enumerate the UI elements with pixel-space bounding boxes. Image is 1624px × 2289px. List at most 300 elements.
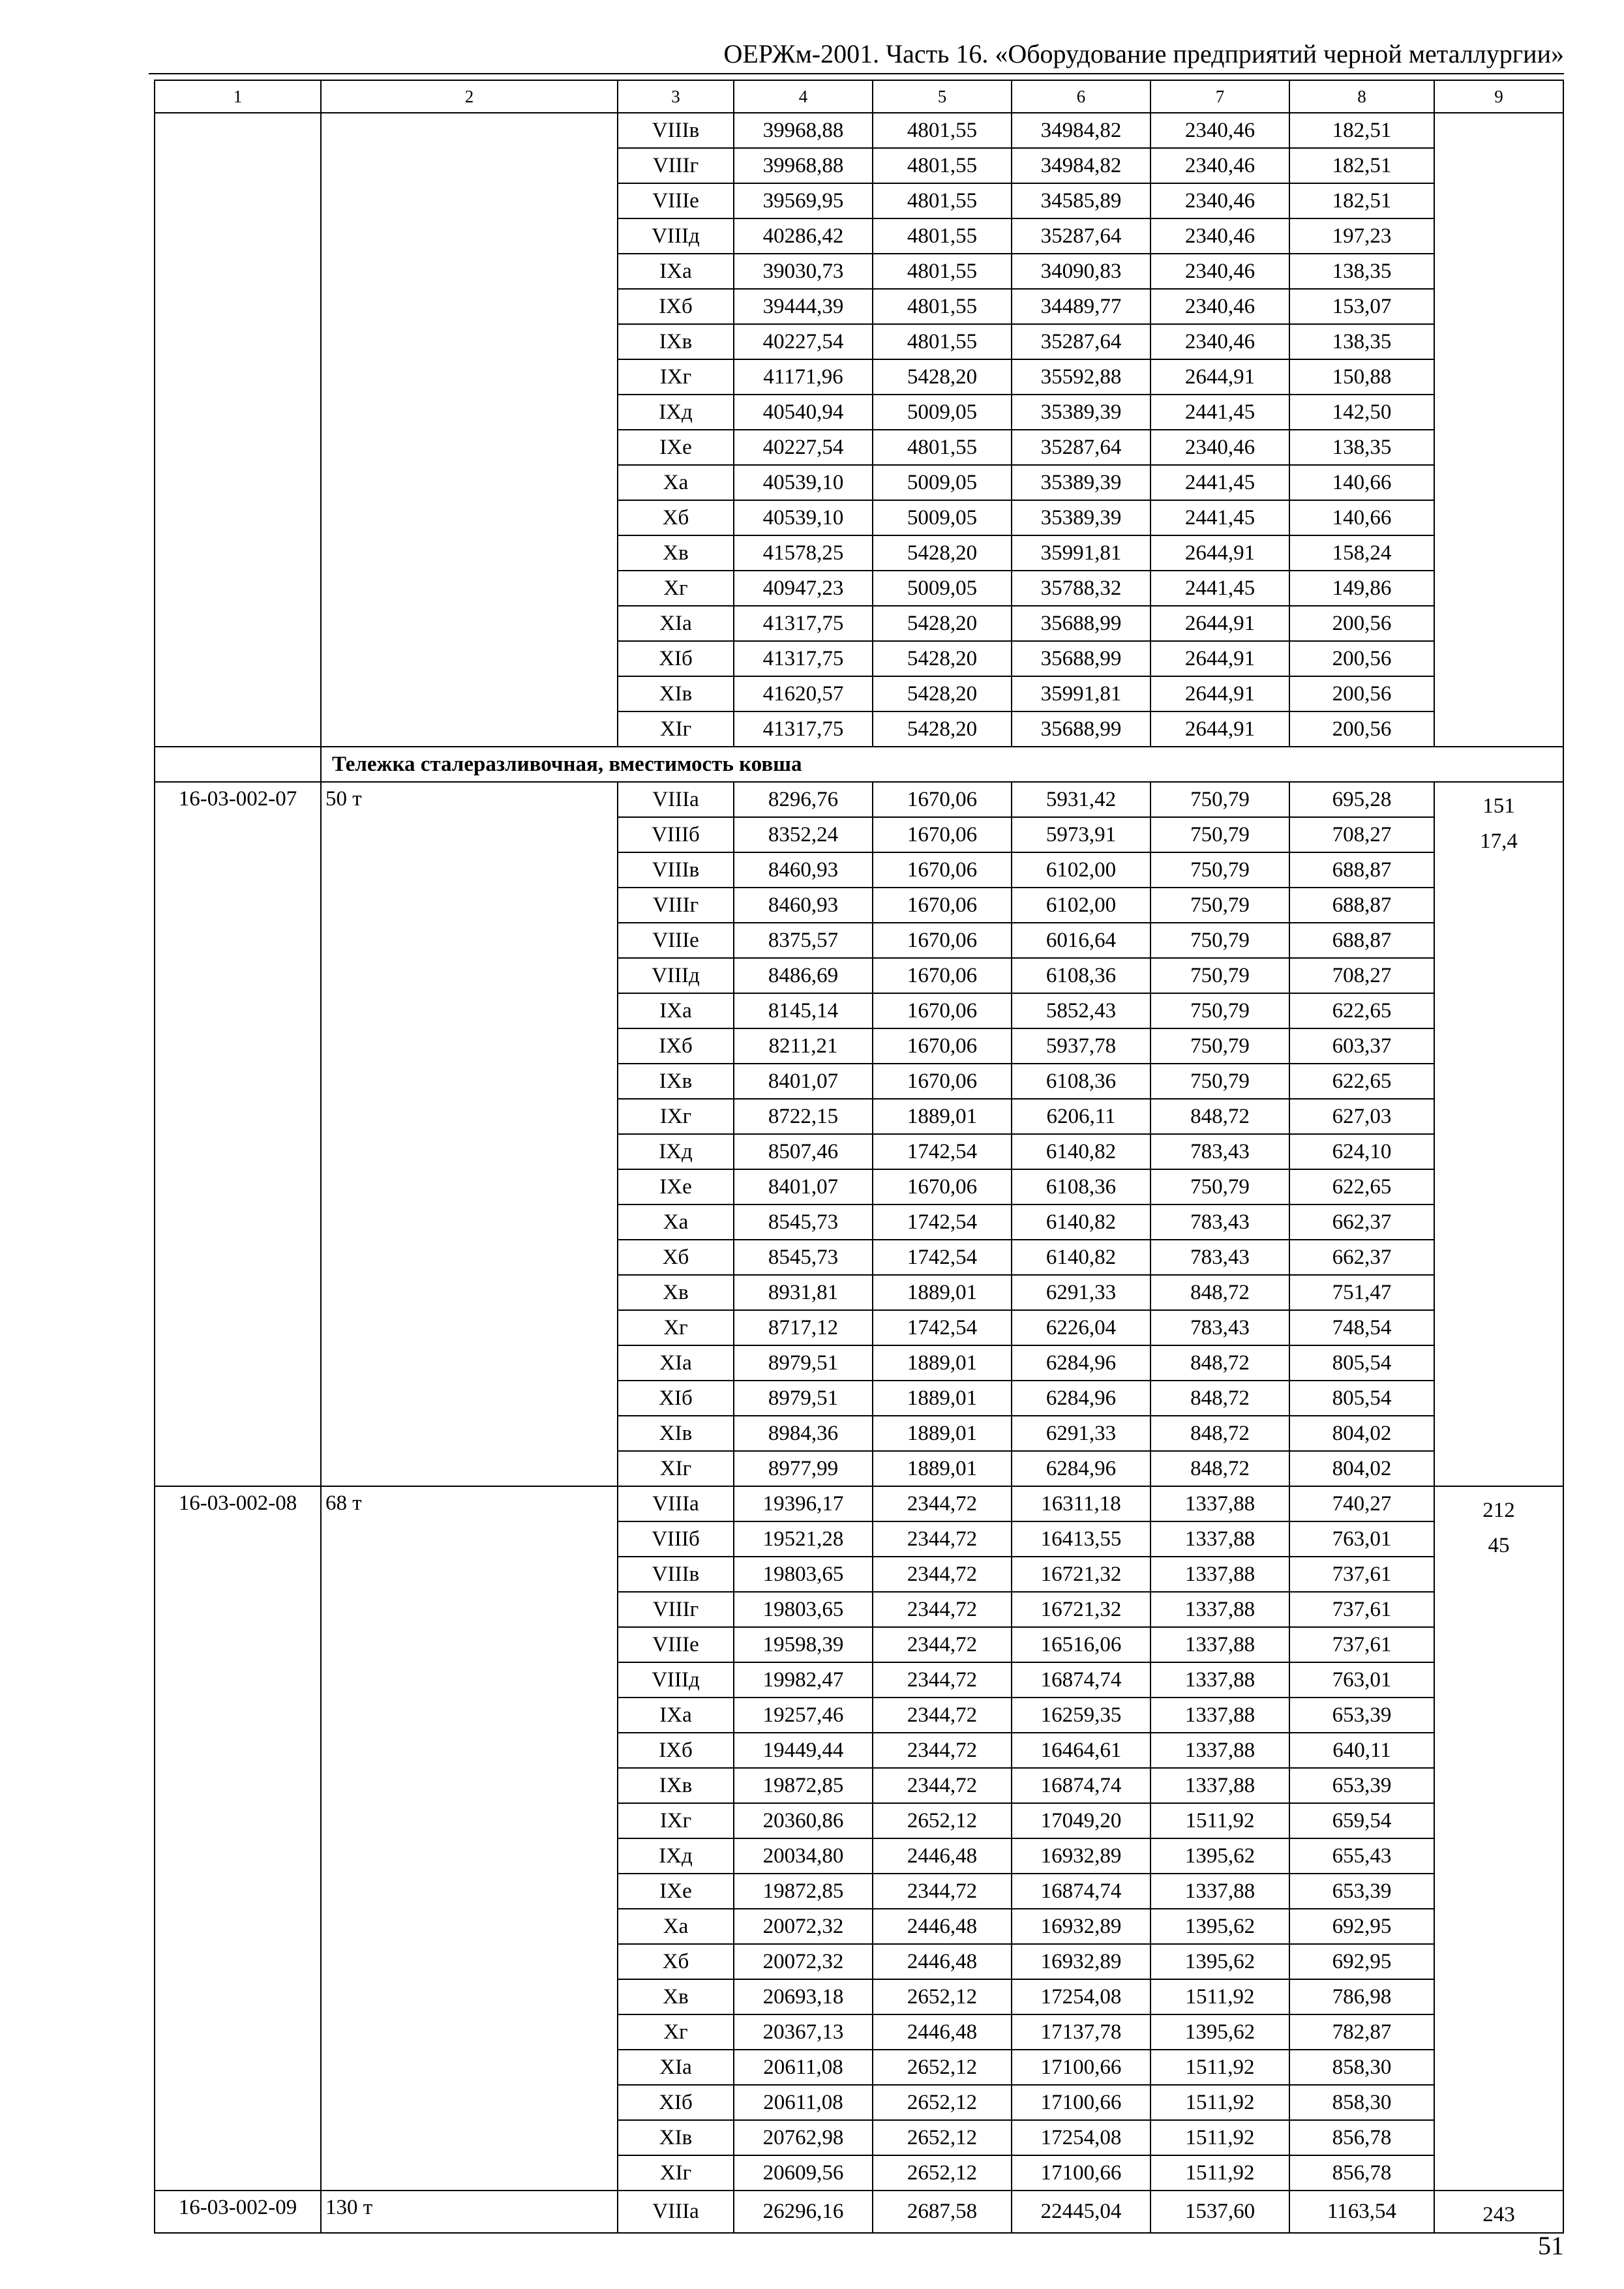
- data-cell: IXв: [618, 324, 734, 359]
- column-header: 8: [1289, 80, 1434, 113]
- data-cell: 1511,92: [1150, 2120, 1289, 2155]
- data-cell: 16874,74: [1012, 1874, 1150, 1909]
- data-cell: 6284,96: [1012, 1381, 1150, 1416]
- data-cell: 20360,86: [734, 1803, 873, 1838]
- data-cell: 19521,28: [734, 1521, 873, 1557]
- data-cell: 16874,74: [1012, 1768, 1150, 1803]
- data-cell: 1670,06: [873, 923, 1012, 958]
- data-cell: 140,66: [1289, 465, 1434, 500]
- data-cell: 1670,06: [873, 1169, 1012, 1204]
- table-row: [155, 1486, 1563, 1521]
- data-cell: 19872,85: [734, 1874, 873, 1909]
- data-cell: Xа: [618, 1204, 734, 1240]
- data-cell: 2446,48: [873, 1944, 1012, 1979]
- data-cell: 695,28: [1289, 782, 1434, 817]
- data-cell: 2652,12: [873, 1979, 1012, 2014]
- data-cell: 34489,77: [1012, 289, 1150, 324]
- data-cell: 8375,57: [734, 923, 873, 958]
- data-cell: 8931,81: [734, 1275, 873, 1310]
- data-cell: 6284,96: [1012, 1345, 1150, 1381]
- data-cell: XIа: [618, 606, 734, 641]
- data-cell: 19872,85: [734, 1768, 873, 1803]
- data-cell: 2644,91: [1150, 641, 1289, 676]
- data-cell: 783,43: [1150, 1204, 1289, 1240]
- data-cell: 2687,58: [873, 2191, 1012, 2233]
- data-cell: 692,95: [1289, 1944, 1434, 1979]
- data-cell: 35389,39: [1012, 395, 1150, 430]
- data-cell: 1337,88: [1150, 1521, 1289, 1557]
- data-cell: VIIIд: [618, 218, 734, 254]
- data-cell: 35389,39: [1012, 465, 1150, 500]
- data-cell: XIб: [618, 641, 734, 676]
- data-cell: 848,72: [1150, 1451, 1289, 1486]
- data-cell: 5428,20: [873, 359, 1012, 395]
- data-cell: 8211,21: [734, 1028, 873, 1064]
- data-cell: 1670,06: [873, 782, 1012, 817]
- data-cell: 2344,72: [873, 1627, 1012, 1662]
- data-cell: 2652,12: [873, 2085, 1012, 2120]
- data-cell: 41171,96: [734, 359, 873, 395]
- data-cell: 8460,93: [734, 852, 873, 888]
- data-cell: 39030,73: [734, 254, 873, 289]
- column-header: 4: [734, 80, 873, 113]
- data-cell: 8979,51: [734, 1345, 873, 1381]
- data-cell: 2652,12: [873, 2155, 1012, 2191]
- data-cell: 8352,24: [734, 817, 873, 852]
- data-cell: 6206,11: [1012, 1099, 1150, 1134]
- data-cell: 8545,73: [734, 1240, 873, 1275]
- data-cell: 783,43: [1150, 1310, 1289, 1345]
- data-cell: 624,10: [1289, 1134, 1434, 1169]
- data-cell: 6226,04: [1012, 1310, 1150, 1345]
- data-cell: 16413,55: [1012, 1521, 1150, 1557]
- data-cell: VIIIа: [618, 1486, 734, 1521]
- data-cell: 688,87: [1289, 923, 1434, 958]
- data-cell: 4801,55: [873, 324, 1012, 359]
- column-header: 1: [155, 80, 321, 113]
- data-cell: 4801,55: [873, 430, 1012, 465]
- data-cell: 750,79: [1150, 1028, 1289, 1064]
- data-cell: 2644,91: [1150, 535, 1289, 571]
- data-cell: 16259,35: [1012, 1698, 1150, 1733]
- data-cell: 2441,45: [1150, 465, 1289, 500]
- resource-name: 130 т: [321, 2191, 618, 2233]
- column-header-row: [155, 80, 1563, 113]
- data-cell: 1511,92: [1150, 2155, 1289, 2191]
- data-cell: 17254,08: [1012, 1979, 1150, 2014]
- data-cell: 35991,81: [1012, 676, 1150, 711]
- data-cell: 848,72: [1150, 1416, 1289, 1451]
- data-cell: 2652,12: [873, 1803, 1012, 1838]
- data-cell: VIIIв: [618, 1557, 734, 1592]
- data-cell: 688,87: [1289, 852, 1434, 888]
- data-cell: 783,43: [1150, 1240, 1289, 1275]
- data-cell: 35592,88: [1012, 359, 1150, 395]
- data-cell: 6140,82: [1012, 1240, 1150, 1275]
- col9-value: 243: [1482, 2203, 1515, 2226]
- data-cell: 2344,72: [873, 1521, 1012, 1557]
- data-cell: XIа: [618, 1345, 734, 1381]
- data-cell: IXг: [618, 1099, 734, 1134]
- data-cell: XIб: [618, 2085, 734, 2120]
- data-cell: 20611,08: [734, 2050, 873, 2085]
- data-cell: 763,01: [1289, 1521, 1434, 1557]
- data-cell: 19982,47: [734, 1662, 873, 1698]
- data-cell: 39444,39: [734, 289, 873, 324]
- data-cell: IXа: [618, 254, 734, 289]
- document-header-title: ОЕРЖм-2001. Часть 16. «Оборудование предприятий черной металлургии»: [723, 39, 1564, 68]
- data-cell: VIIIд: [618, 958, 734, 993]
- data-cell: VIIIг: [618, 888, 734, 923]
- data-cell: 1337,88: [1150, 1592, 1289, 1627]
- data-cell: 2441,45: [1150, 571, 1289, 606]
- data-cell: 2344,72: [873, 1592, 1012, 1627]
- data-cell: 1670,06: [873, 852, 1012, 888]
- data-cell: 8296,76: [734, 782, 873, 817]
- data-cell: 4801,55: [873, 148, 1012, 183]
- data-cell: 5852,43: [1012, 993, 1150, 1028]
- data-cell: 708,27: [1289, 958, 1434, 993]
- data-cell: 1670,06: [873, 1064, 1012, 1099]
- data-cell: 40286,42: [734, 218, 873, 254]
- data-cell: 35991,81: [1012, 535, 1150, 571]
- data-cell: VIIIд: [618, 1662, 734, 1698]
- data-cell: 737,61: [1289, 1592, 1434, 1627]
- data-cell: 2344,72: [873, 1874, 1012, 1909]
- data-cell: IXе: [618, 430, 734, 465]
- data-cell: 5009,05: [873, 500, 1012, 535]
- data-cell: 750,79: [1150, 1169, 1289, 1204]
- data-cell: IXв: [618, 1768, 734, 1803]
- data-cell: 848,72: [1150, 1345, 1289, 1381]
- data-cell: 6108,36: [1012, 958, 1150, 993]
- data-cell: 2644,91: [1150, 711, 1289, 747]
- data-cell: 4801,55: [873, 113, 1012, 148]
- data-cell: 39968,88: [734, 113, 873, 148]
- data-cell: 16721,32: [1012, 1557, 1150, 1592]
- data-cell: 782,87: [1289, 2014, 1434, 2050]
- data-cell: 6140,82: [1012, 1204, 1150, 1240]
- col9-value: 212: [1482, 1499, 1515, 1522]
- data-cell: XIг: [618, 711, 734, 747]
- data-cell: 6102,00: [1012, 852, 1150, 888]
- data-cell: 2644,91: [1150, 359, 1289, 395]
- data-cell: 20034,80: [734, 1838, 873, 1874]
- data-cell: 200,56: [1289, 711, 1434, 747]
- resource-name: 50 т: [321, 782, 618, 1486]
- data-cell: 1670,06: [873, 817, 1012, 852]
- data-cell: 1670,06: [873, 888, 1012, 923]
- data-cell: Xб: [618, 1240, 734, 1275]
- data-cell: XIг: [618, 1451, 734, 1486]
- data-cell: 19598,39: [734, 1627, 873, 1662]
- column-header: 6: [1012, 80, 1150, 113]
- data-cell: 22445,04: [1012, 2191, 1150, 2233]
- data-cell: 688,87: [1289, 888, 1434, 923]
- data-cell: 8984,36: [734, 1416, 873, 1451]
- header-rule: [149, 73, 1564, 74]
- data-cell: 1889,01: [873, 1416, 1012, 1451]
- data-cell: IXв: [618, 1064, 734, 1099]
- data-cell: VIIIе: [618, 183, 734, 218]
- section-row: [155, 747, 1563, 782]
- data-cell: 34585,89: [1012, 183, 1150, 218]
- data-cell: 19803,65: [734, 1592, 873, 1627]
- column-header: 7: [1150, 80, 1289, 113]
- data-cell: 35287,64: [1012, 430, 1150, 465]
- resource-code: 16-03-002-07: [155, 782, 321, 1486]
- data-cell: 1337,88: [1150, 1627, 1289, 1662]
- table-row: [155, 2191, 1563, 2233]
- data-cell: 200,56: [1289, 641, 1434, 676]
- table-row: [155, 782, 1563, 817]
- data-cell: 848,72: [1150, 1099, 1289, 1134]
- column-header: 3: [618, 80, 734, 113]
- data-cell: 19257,46: [734, 1698, 873, 1733]
- col9-cell-empty: [1434, 113, 1563, 747]
- data-cell: 655,43: [1289, 1838, 1434, 1874]
- data-cell: 2644,91: [1150, 606, 1289, 641]
- data-cell: 16874,74: [1012, 1662, 1150, 1698]
- data-cell: 20609,56: [734, 2155, 873, 2191]
- data-cell: 2344,72: [873, 1698, 1012, 1733]
- data-cell: 748,54: [1289, 1310, 1434, 1345]
- data-cell: XIб: [618, 1381, 734, 1416]
- data-cell: Xг: [618, 2014, 734, 2050]
- data-cell: IXг: [618, 359, 734, 395]
- data-cell: 17100,66: [1012, 2155, 1150, 2191]
- data-cell: 6016,64: [1012, 923, 1150, 958]
- data-cell: 16721,32: [1012, 1592, 1150, 1627]
- data-cell: 40540,94: [734, 395, 873, 430]
- data-cell: 858,30: [1289, 2085, 1434, 2120]
- column-header: 2: [321, 80, 618, 113]
- data-cell: 40539,10: [734, 465, 873, 500]
- data-cell: 16932,89: [1012, 1909, 1150, 1944]
- data-cell: 41317,75: [734, 606, 873, 641]
- data-cell: 737,61: [1289, 1557, 1434, 1592]
- data-cell: 2340,46: [1150, 183, 1289, 218]
- data-cell: 750,79: [1150, 923, 1289, 958]
- data-cell: VIIIг: [618, 1592, 734, 1627]
- data-cell: 20072,32: [734, 1909, 873, 1944]
- data-cell: 197,23: [1289, 218, 1434, 254]
- data-cell: 1889,01: [873, 1099, 1012, 1134]
- data-cell: XIв: [618, 1416, 734, 1451]
- data-cell: 6291,33: [1012, 1416, 1150, 1451]
- data-cell: IXд: [618, 1838, 734, 1874]
- data-cell: Xг: [618, 571, 734, 606]
- data-cell: 5428,20: [873, 535, 1012, 571]
- data-cell: 763,01: [1289, 1662, 1434, 1698]
- table-body: [155, 80, 1563, 2233]
- data-cell: 2652,12: [873, 2120, 1012, 2155]
- data-cell: IXа: [618, 1698, 734, 1733]
- data-cell: 1337,88: [1150, 1486, 1289, 1521]
- data-cell: 16311,18: [1012, 1486, 1150, 1521]
- data-cell: 1395,62: [1150, 1838, 1289, 1874]
- data-cell: VIIIв: [618, 852, 734, 888]
- data-cell: 856,78: [1289, 2120, 1434, 2155]
- data-cell: 783,43: [1150, 1134, 1289, 1169]
- data-cell: 1742,54: [873, 1310, 1012, 1345]
- data-cell: 653,39: [1289, 1874, 1434, 1909]
- data-cell: 182,51: [1289, 148, 1434, 183]
- data-cell: 6102,00: [1012, 888, 1150, 923]
- data-cell: 805,54: [1289, 1381, 1434, 1416]
- data-cell: Xг: [618, 1310, 734, 1345]
- data-cell: 4801,55: [873, 218, 1012, 254]
- data-cell: 856,78: [1289, 2155, 1434, 2191]
- data-cell: 17049,20: [1012, 1803, 1150, 1838]
- data-cell: 1163,54: [1289, 2191, 1434, 2233]
- data-cell: 16464,61: [1012, 1733, 1150, 1768]
- data-cell: 35688,99: [1012, 606, 1150, 641]
- data-cell: 750,79: [1150, 993, 1289, 1028]
- data-cell: 19803,65: [734, 1557, 873, 1592]
- data-cell: 750,79: [1150, 817, 1289, 852]
- data-cell: 5428,20: [873, 676, 1012, 711]
- data-cell: 140,66: [1289, 500, 1434, 535]
- data-cell: XIа: [618, 2050, 734, 2085]
- data-cell: 182,51: [1289, 113, 1434, 148]
- data-cell: 16516,06: [1012, 1627, 1150, 1662]
- data-cell: Xв: [618, 535, 734, 571]
- data-cell: 41578,25: [734, 535, 873, 571]
- data-cell: 20762,98: [734, 2120, 873, 2155]
- data-cell: 2644,91: [1150, 676, 1289, 711]
- data-cell: 41620,57: [734, 676, 873, 711]
- data-cell: 1337,88: [1150, 1698, 1289, 1733]
- data-cell: 4801,55: [873, 289, 1012, 324]
- data-cell: 8486,69: [734, 958, 873, 993]
- section-title: Тележка сталеразливочная, вместимость ковша: [321, 747, 1563, 782]
- data-cell: 2446,48: [873, 1838, 1012, 1874]
- data-cell: 1670,06: [873, 1028, 1012, 1064]
- data-cell: 34984,82: [1012, 148, 1150, 183]
- data-cell: 20367,13: [734, 2014, 873, 2050]
- data-cell: 750,79: [1150, 852, 1289, 888]
- data-cell: 1511,92: [1150, 2085, 1289, 2120]
- data-cell: Xб: [618, 500, 734, 535]
- data-cell: 5973,91: [1012, 817, 1150, 852]
- data-cell: Xв: [618, 1275, 734, 1310]
- resource-code: 16-03-002-08: [155, 1486, 321, 2191]
- data-cell: 2344,72: [873, 1662, 1012, 1698]
- data-cell: 848,72: [1150, 1381, 1289, 1416]
- data-cell: 6291,33: [1012, 1275, 1150, 1310]
- data-cell: 40227,54: [734, 430, 873, 465]
- data-cell: 1511,92: [1150, 1979, 1289, 2014]
- data-cell: 150,88: [1289, 359, 1434, 395]
- data-cell: 4801,55: [873, 183, 1012, 218]
- data-cell: 2344,72: [873, 1557, 1012, 1592]
- data-cell: 39569,95: [734, 183, 873, 218]
- data-cell: 2340,46: [1150, 218, 1289, 254]
- data-cell: 8717,12: [734, 1310, 873, 1345]
- data-cell: 804,02: [1289, 1451, 1434, 1486]
- data-cell: VIIIб: [618, 817, 734, 852]
- data-cell: 5931,42: [1012, 782, 1150, 817]
- data-cell: 750,79: [1150, 1064, 1289, 1099]
- data-cell: 35389,39: [1012, 500, 1150, 535]
- data-cell: Xв: [618, 1979, 734, 2014]
- data-cell: 1889,01: [873, 1345, 1012, 1381]
- data-cell: IXб: [618, 289, 734, 324]
- column-header: 5: [873, 80, 1012, 113]
- data-cell: 662,37: [1289, 1204, 1434, 1240]
- data-cell: Xа: [618, 465, 734, 500]
- data-cell: 1337,88: [1150, 1874, 1289, 1909]
- data-cell: 35287,64: [1012, 218, 1150, 254]
- data-cell: VIIIв: [618, 113, 734, 148]
- col9-values: [1434, 2191, 1563, 2233]
- data-cell: 40947,23: [734, 571, 873, 606]
- data-cell: XIв: [618, 676, 734, 711]
- data-cell: 622,65: [1289, 1169, 1434, 1204]
- data-cell: 17137,78: [1012, 2014, 1150, 2050]
- data-cell: 659,54: [1289, 1803, 1434, 1838]
- data-cell: IXб: [618, 1028, 734, 1064]
- data-cell: VIIIб: [618, 1521, 734, 1557]
- resource-code: 16-03-002-09: [155, 2191, 321, 2233]
- data-cell: 5937,78: [1012, 1028, 1150, 1064]
- data-cell: 653,39: [1289, 1768, 1434, 1803]
- data-cell: 740,27: [1289, 1486, 1434, 1521]
- data-cell: 750,79: [1150, 782, 1289, 817]
- col9-values: [1434, 782, 1563, 1486]
- data-cell: 41317,75: [734, 641, 873, 676]
- table-row: [155, 113, 1563, 148]
- data-cell: 1395,62: [1150, 1909, 1289, 1944]
- data-cell: 640,11: [1289, 1733, 1434, 1768]
- data-cell: 1511,92: [1150, 2050, 1289, 2085]
- data-cell: IXе: [618, 1169, 734, 1204]
- data-cell: 653,39: [1289, 1698, 1434, 1733]
- data-cell: 34090,83: [1012, 254, 1150, 289]
- data-cell: 5009,05: [873, 571, 1012, 606]
- data-cell: 8460,93: [734, 888, 873, 923]
- data-cell: 1889,01: [873, 1275, 1012, 1310]
- data-cell: 751,47: [1289, 1275, 1434, 1310]
- data-cell: 2340,46: [1150, 324, 1289, 359]
- data-cell: 2340,46: [1150, 289, 1289, 324]
- data-cell: 6108,36: [1012, 1169, 1150, 1204]
- column-header: 9: [1434, 80, 1563, 113]
- data-cell: 149,86: [1289, 571, 1434, 606]
- data-cell: 40539,10: [734, 500, 873, 535]
- data-cell: 138,35: [1289, 430, 1434, 465]
- data-cell: 804,02: [1289, 1416, 1434, 1451]
- data-cell: 1742,54: [873, 1240, 1012, 1275]
- data-cell: 8977,99: [734, 1451, 873, 1486]
- data-cell: IXд: [618, 1134, 734, 1169]
- data-cell: Xа: [618, 1909, 734, 1944]
- data-cell: 35688,99: [1012, 711, 1150, 747]
- data-cell: 158,24: [1289, 535, 1434, 571]
- data-cell: XIв: [618, 2120, 734, 2155]
- data-cell: 1337,88: [1150, 1768, 1289, 1803]
- data-cell: 153,07: [1289, 289, 1434, 324]
- data-cell: 8545,73: [734, 1204, 873, 1240]
- data-cell: 142,50: [1289, 395, 1434, 430]
- data-cell: 2340,46: [1150, 254, 1289, 289]
- data-cell: 1670,06: [873, 993, 1012, 1028]
- data-cell: 708,27: [1289, 817, 1434, 852]
- data-cell: XIг: [618, 2155, 734, 2191]
- data-cell: 1537,60: [1150, 2191, 1289, 2233]
- data-cell: 1337,88: [1150, 1733, 1289, 1768]
